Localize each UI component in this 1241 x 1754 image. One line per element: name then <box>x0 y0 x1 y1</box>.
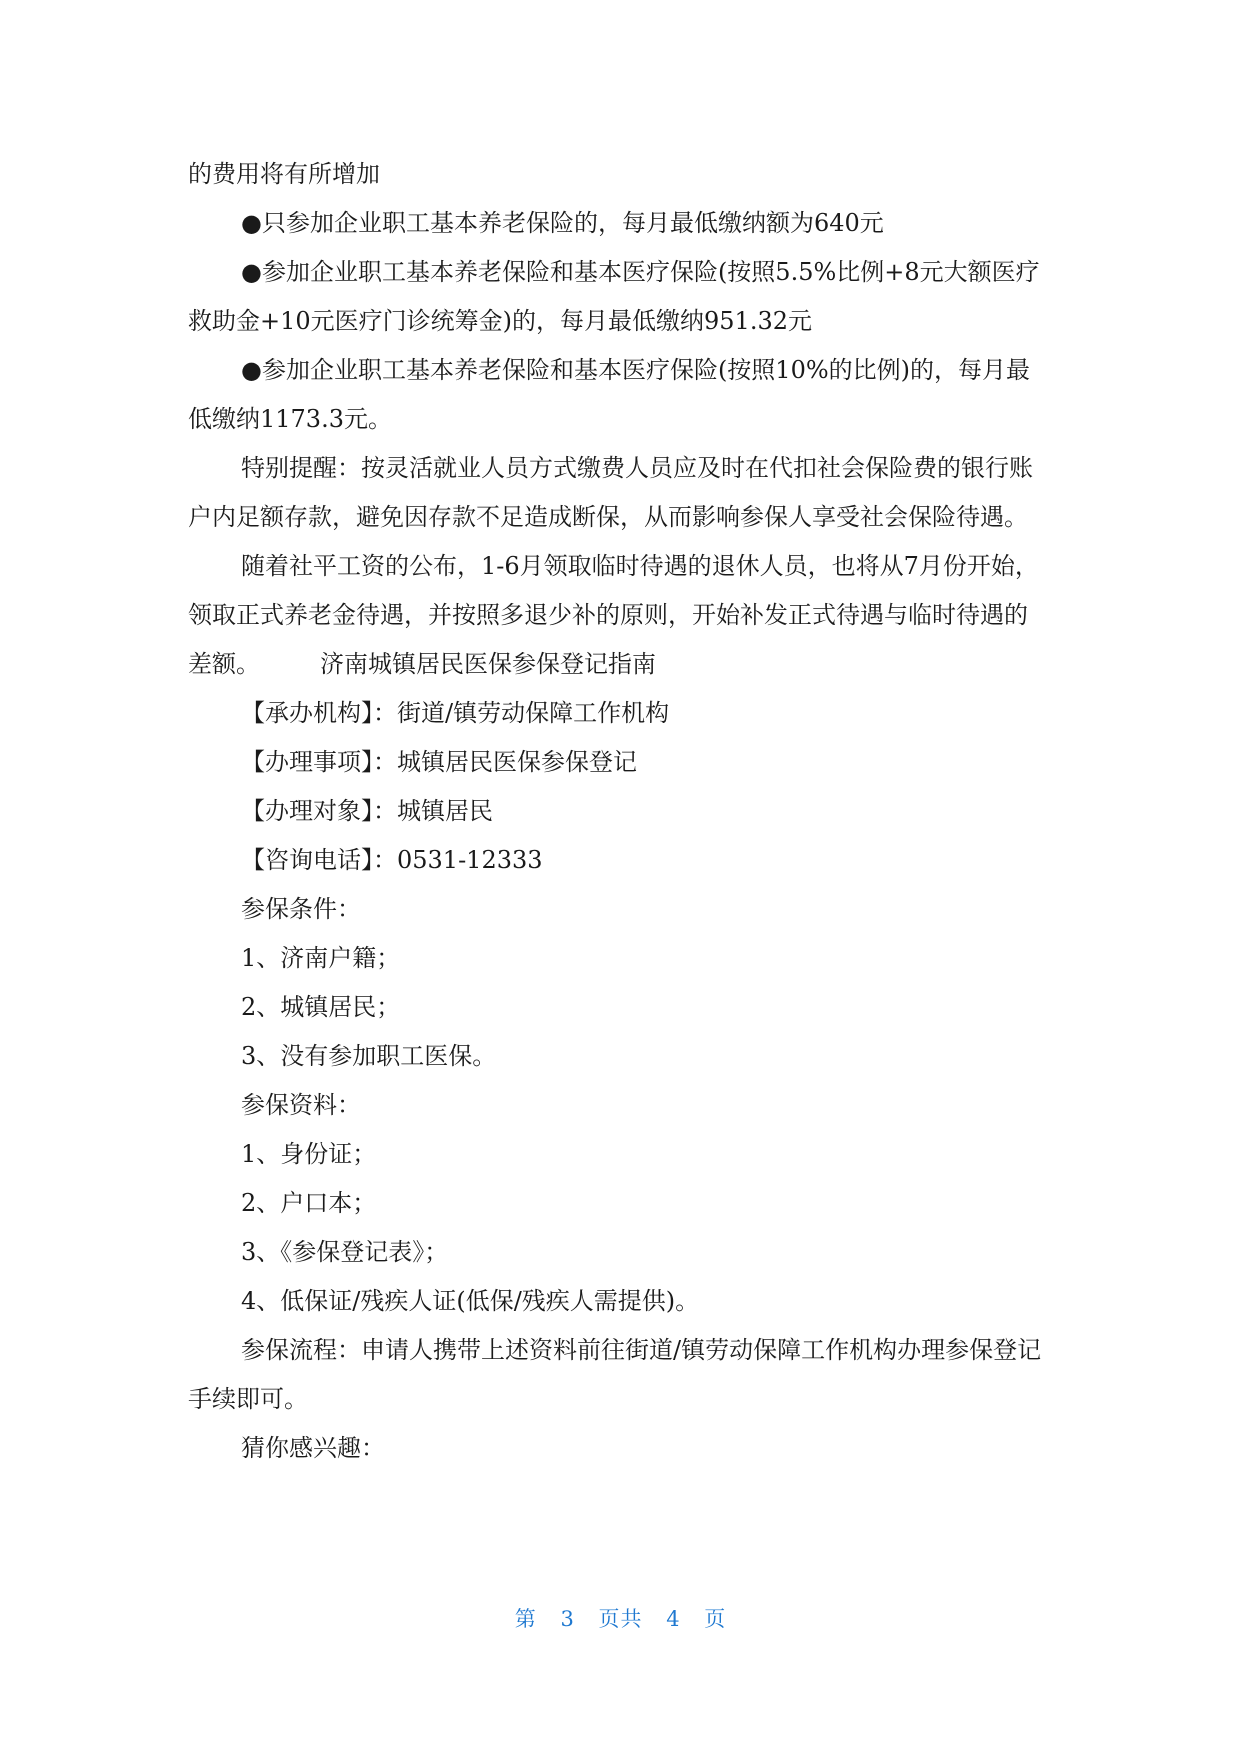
paragraph-4: ●参加企业职工基本养老保险和基本医疗保险(按照10%的比例)的，每月最低缴纳1173.3元。 <box>188 356 1031 433</box>
paragraph-19: 4、低保证/残疾人证(低保/残疾人需提供)。 <box>241 1287 700 1315</box>
paragraph-5: 特别提醒：按灵活就业人员方式缴费人员应及时在代扣社会保险费的银行账户内足额存款，避免因存款不足造成断保，从而影响参保人享受社会保险待遇。 <box>188 454 1033 531</box>
paragraph-12: 1、济南户籍； <box>241 944 401 972</box>
paragraph-10: 【咨询电话】：0531-12333 <box>241 846 543 874</box>
footer-suffix: 页 <box>704 1607 727 1631</box>
paragraph-13: 2、城镇居民； <box>241 993 401 1021</box>
paragraph-6 <box>188 542 1048 689</box>
page-footer <box>0 1603 1241 1633</box>
paragraph-3: ●参加企业职工基本养老保险和基本医疗保险(按照5.5%比例+8元大额医疗救助金+10元医疗门诊统筹金)的，每月最低缴纳951.32元 <box>188 258 1040 335</box>
section-heading: 济南城镇居民医保参保登记指南 <box>320 650 656 678</box>
footer-middle: 页共 <box>598 1607 643 1631</box>
paragraph-16: 1、身份证； <box>241 1140 377 1168</box>
paragraph-18: 3、《参保登记表》； <box>241 1238 449 1266</box>
paragraph-15: 参保资料： <box>241 1091 361 1119</box>
paragraph-8: 【办理事项】：城镇居民医保参保登记 <box>241 748 637 776</box>
paragraph-1: 的费用将有所增加 <box>188 160 380 188</box>
footer-total-pages: 4 <box>666 1607 681 1631</box>
footer-current-page: 3 <box>560 1607 575 1631</box>
paragraph-20: 参保流程：申请人携带上述资料前往街道/镇劳动保障工作机构办理参保登记手续即可。 <box>188 1336 1042 1413</box>
paragraph-9: 【办理对象】：城镇居民 <box>241 797 493 825</box>
paragraph-21: 猜你感兴趣： <box>241 1434 385 1462</box>
paragraph-2: ●只参加企业职工基本养老保险的，每月最低缴纳额为640元 <box>241 209 884 237</box>
paragraph-14: 3、没有参加职工医保。 <box>241 1042 497 1070</box>
paragraph-7: 【承办机构】：街道/镇劳动保障工作机构 <box>241 699 670 727</box>
paragraph-6-text: 随着社平工资的公布，1-6月领取临时待遇的退休人员，也将从7月份开始，领取正式养老金待遇，并按照多退少补的原则，开始补发正式待遇与临时待遇的差额。 <box>188 552 1039 678</box>
paragraph-17: 2、户口本； <box>241 1189 377 1217</box>
footer-prefix: 第 <box>514 1607 537 1631</box>
paragraph-11: 参保条件： <box>241 895 361 923</box>
document-body <box>188 150 1048 1473</box>
